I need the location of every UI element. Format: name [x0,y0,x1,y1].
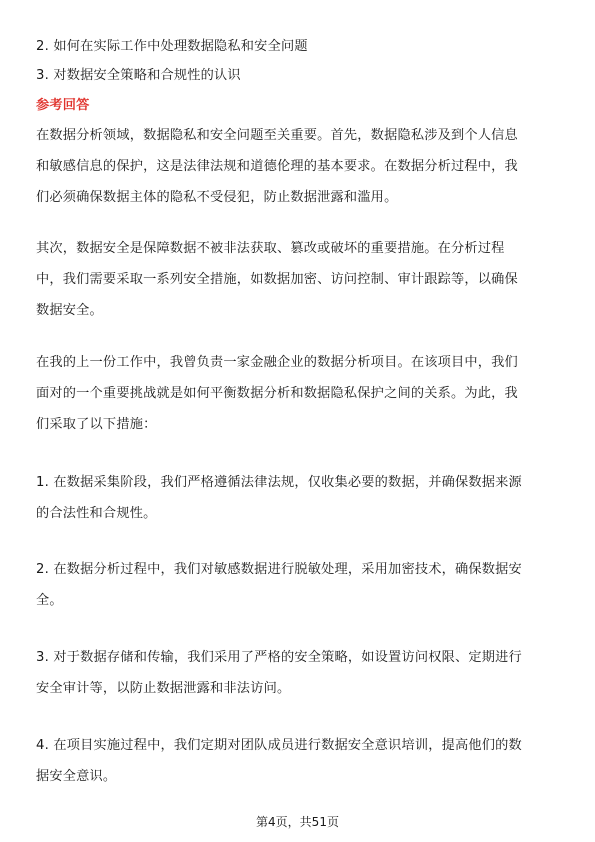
paragraph-line: 在数据分析领域，数据隐私和安全问题至关重要。首先，数据隐私涉及到个人信息 [36,128,518,143]
paragraph-line: 们必须确保数据主体的隐私不受侵犯，防止数据泄露和滥用。 [36,190,398,205]
paragraph-line: 安全审计等，以防止数据泄露和非法访问。 [36,681,291,696]
question-item-2: 2. 如何在实际工作中处理数据隐私和安全问题 [36,39,308,54]
answer-heading: 参考回答 [36,98,90,113]
paragraph-line: 们采取了以下措施： [36,417,157,432]
paragraph-line: 据安全意识。 [36,769,117,784]
paragraph-line: 3. 对于数据存储和传输，我们采用了严格的安全策略，如设置访问权限、定期进行 [36,650,522,665]
paragraph-line: 2. 在数据分析过程中，我们对敏感数据进行脱敏处理，采用加密技术，确保数据安 [36,562,522,577]
paragraph-line: 4. 在项目实施过程中，我们定期对团队成员进行数据安全意识培训，提高他们的数 [36,738,522,753]
paragraph-line: 面对的一个重要挑战就是如何平衡数据分析和数据隐私保护之间的关系。为此，我 [36,386,518,401]
paragraph-line: 其次，数据安全是保障数据不被非法获取、篡改或破坏的重要措施。在分析过程 [36,241,505,256]
paragraph-line: 的合法性和合规性。 [36,506,157,521]
paragraph-line: 和敏感信息的保护，这是法律法规和道德伦理的基本要求。在数据分析过程中，我 [36,159,518,174]
paragraph-line: 中，我们需要采取一系列安全措施，如数据加密、访问控制、审计跟踪等，以确保 [36,272,518,287]
paragraph-line: 1. 在数据采集阶段，我们严格遵循法律法规，仅收集必要的数据，并确保数据来源 [36,475,522,490]
paragraph-line: 在我的上一份工作中，我曾负责一家金融企业的数据分析项目。在该项目中，我们 [36,355,518,370]
page-number: 第4页，共51页 [256,815,339,829]
question-item-3: 3. 对数据安全策略和合规性的认识 [36,68,241,83]
paragraph-line: 数据安全。 [36,303,103,318]
paragraph-line: 全。 [36,593,63,608]
